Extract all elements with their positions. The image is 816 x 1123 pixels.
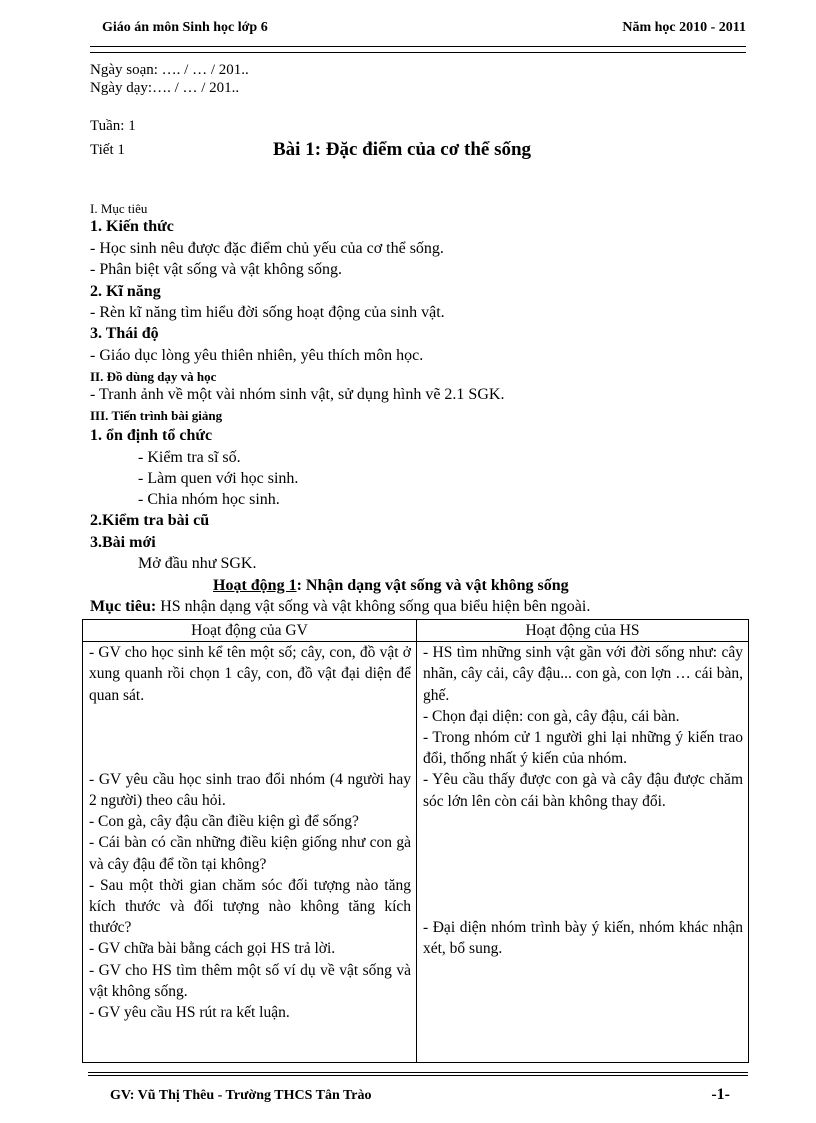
header-school-year: Năm học 2010 - 2011 (622, 20, 746, 35)
organization-item: - Chia nhóm học sinh. (138, 491, 280, 508)
footer-separator (88, 1072, 748, 1076)
skills-item: - Rèn kĩ năng tìm hiểu đời sống hoạt động của sinh vật. (90, 304, 445, 321)
header-separator (90, 46, 746, 53)
date-prepared: Ngày soạn: …. / … / 201.. (90, 62, 249, 78)
period-label: Tiết 1 (90, 142, 125, 158)
attitude-item: - Giáo dục lòng yêu thiên nhiên, yêu thích môn học. (90, 347, 424, 364)
activity-goal-text: HS nhận dạng vật sống và vật không sống qua biểu hiện bên ngoài. (156, 598, 591, 615)
section-objectives: I. Mục tiêu (90, 201, 148, 216)
heading-attitude: 3. Thái độ (90, 325, 159, 342)
activity-title-number: Hoạt động 1 (213, 577, 297, 594)
column-header-student: Hoạt động của HS (417, 620, 749, 642)
activity-title-text: : Nhận dạng vật sống và vật không sống (296, 577, 569, 594)
student-item: - Trong nhóm cử 1 người ghi lại những ý kiến trao đổi, thống nhất ý kiến của nhóm. (423, 729, 743, 768)
activity-goal-label: Mục tiêu: (90, 598, 157, 615)
page-number: -1- (711, 1086, 730, 1103)
teacher-item: - GV chữa bài bằng cách gọi HS trả lời. (89, 940, 336, 958)
lesson-title: Bài 1: Đặc điểm của cơ thể sống (273, 139, 532, 160)
teacher-item: - Con gà, cây đậu cần điều kiện gì để sống? (89, 813, 359, 831)
student-item: - HS tìm những sinh vật gần với đời sống như: cây nhãn, cây cải, cây đậu... con gà, con lợn … cái bàn, ghế. (423, 644, 743, 704)
student-item: - Chọn đại diện: con gà, cây đậu, cái bàn. (423, 707, 680, 725)
teacher-item: - Sau một thời gian chăm sóc đối tượng nào tăng kích thước và đối tượng nào không tăng kích thước? (89, 876, 411, 937)
section-materials: II. Đồ dùng dạy và học (90, 369, 217, 384)
teacher-item: - GV yêu cầu HS rút ra kết luận. (89, 1004, 290, 1022)
student-item: - Yêu cầu thấy được con gà và cây đậu được chăm sóc lớn lên còn cái bàn không thay đổi. (423, 771, 743, 810)
intro-text: Mở đầu như SGK. (138, 555, 257, 572)
teacher-activities-cell (83, 642, 417, 1063)
student-activities-cell (417, 642, 749, 1063)
teacher-item: - GV cho HS tìm thêm một số ví dụ về vật sống và vật không sống. (89, 961, 411, 1000)
table-row (83, 642, 749, 1063)
activity-goal (90, 598, 590, 616)
organization-item: - Làm quen với học sinh. (138, 470, 299, 487)
heading-knowledge: 1. Kiến thức (90, 218, 174, 235)
activity-title (213, 577, 569, 595)
materials-item: - Tranh ảnh về một vài nhóm sinh vật, sử dụng hình vẽ 2.1 SGK. (90, 386, 505, 403)
knowledge-item: - Học sinh nêu được đặc điểm chủ yếu của cơ thể sống. (90, 240, 444, 257)
section-process: III. Tiến trình bài giảng (90, 408, 223, 423)
table-header-row (83, 620, 749, 642)
week-label: Tuần: 1 (90, 118, 136, 134)
header-subject: Giáo án môn Sinh học lớp 6 (102, 20, 268, 35)
heading-new-lesson: 3.Bài mới (90, 534, 156, 551)
heading-skills: 2. Kĩ năng (90, 283, 161, 300)
knowledge-item: - Phân biệt vật sống và vật không sống. (90, 261, 342, 278)
teacher-item: - GV yêu cầu học sinh trao đổi nhóm (4 người hay 2 người) theo câu hỏi. (89, 770, 411, 810)
organization-item: - Kiểm tra sĩ số. (138, 449, 241, 466)
column-header-teacher: Hoạt động của GV (83, 620, 417, 642)
teacher-item: - Cái bàn có cần những điều kiện giống như con gà và cây đậu để tồn tại không? (89, 834, 411, 873)
heading-check-old-lesson: 2.Kiểm tra bài cũ (90, 512, 210, 529)
heading-organization: 1. ổn định tổ chức (90, 427, 213, 444)
teacher-item: - GV cho học sinh kể tên một số; cây, con, đồ vật ở xung quanh rồi chọn 1 cây, con, đồ vật đại diện để quan sát. (89, 644, 411, 704)
footer-teacher: GV: Vũ Thị Thêu - Trường THCS Tân Trào (110, 1088, 372, 1103)
date-taught: Ngày dạy:…. / … / 201.. (90, 80, 240, 96)
student-item: - Đại diện nhóm trình bày ý kiến, nhóm khác nhận xét, bổ sung. (423, 918, 743, 958)
activity-table (82, 619, 749, 1063)
